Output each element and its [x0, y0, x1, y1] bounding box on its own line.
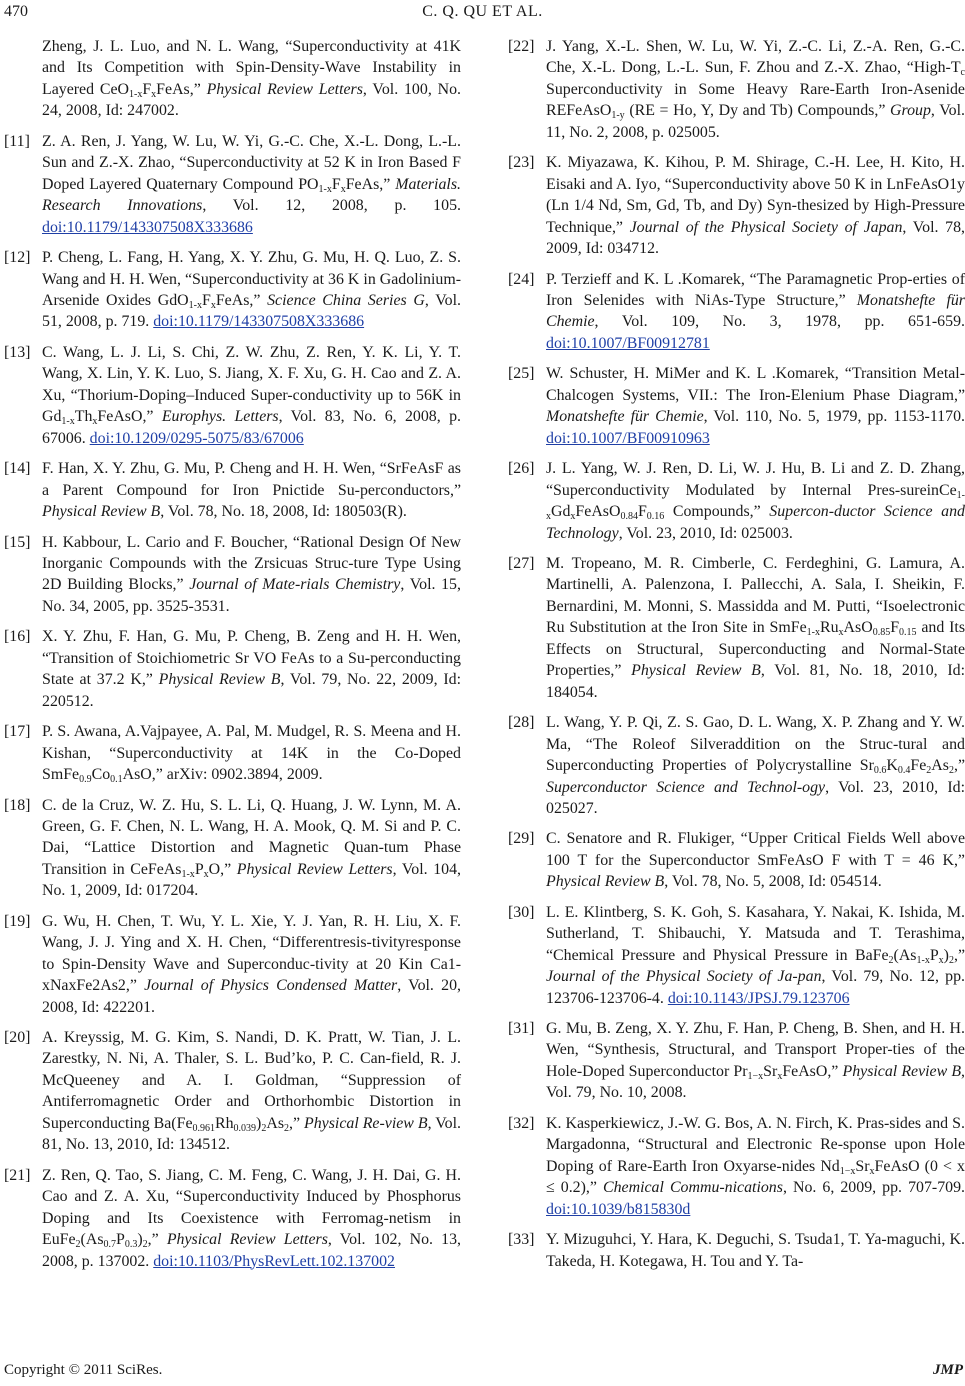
reference-number: [20]	[4, 1029, 31, 1047]
reference-number: [15]	[4, 533, 31, 551]
reference-entry	[508, 36, 965, 143]
reference-number: [24]	[508, 270, 535, 288]
reference-column-left	[4, 36, 461, 1272]
doi-link[interactable]: doi:10.1007/BF00910963	[546, 429, 710, 447]
journal-abbreviation: JMP	[933, 1362, 963, 1378]
reference-entry	[508, 553, 965, 703]
doi-link[interactable]: doi:10.1103/PhysRevLett.102.137002	[153, 1252, 395, 1270]
reference-number: [17]	[4, 723, 31, 741]
reference-number: [29]	[508, 830, 535, 848]
reference-column-right	[508, 36, 965, 1272]
reference-number: [28]	[508, 714, 535, 732]
reference-text: G. Wu, H. Chen, T. Wu, Y. L. Xie, Y. J. Yan, R. H. Liu, X. F. Wang, J. J. Ying and X. H. Chen, “Differentresis-tivityresponse to Spin-Density Wave and Superconduc-tivity at 20 Kin Ca1-xNaxFe2As2,” Journal of Physics Condensed Matter, Vol. 20, 2008, Id: 422201.	[42, 912, 461, 1016]
reference-entry	[4, 247, 461, 333]
doi-link[interactable]: doi:10.1039/b815830d	[546, 1200, 691, 1218]
reference-number: [32]	[508, 1114, 535, 1132]
reference-text: Z. Ren, Q. Tao, S. Jiang, C. M. Feng, C. Wang, J. H. Dai, G. H. Cao and Z. A. Xu, “Superconductivity Induced by Phosphorus Doping and Its Coexistence with Ferromag-netism in $EuFe_2(As_{0.7}P_{0.3})_2$,” Physical Review Letters, Vol. 102, No. 13, 2008, p. 137002. doi:10.1103/PhysRevLett.102.137002	[42, 1166, 461, 1270]
copyright-notice: Copyright © 2011 SciRes.	[4, 1362, 163, 1378]
reference-entry	[4, 458, 461, 522]
reference-number: [14]	[4, 460, 31, 478]
doi-link[interactable]: doi:10.1179/143307508X333686	[153, 313, 365, 331]
doi-link[interactable]: doi:10.1209/0295-5075/83/67006	[89, 429, 304, 447]
reference-text: C. de la Cruz, W. Z. Hu, S. L. Li, Q. Huang, J. W. Lynn, M. A. Green, G. F. Chen, N. L. Wang, H. A. Mook, Q. M. Si and P. C. Dai, “Lattice Distortion and Magnetic Quan-tum Phase Transition in $CeFeAs_{1-x}P_xO$,” Physical Review Letters, Vol. 104, No. 1, 2009, Id: 017204.	[42, 796, 462, 900]
reference-number: [27]	[508, 554, 535, 572]
reference-text: P. Cheng, L. Fang, H. Yang, X. Y. Zhu, G. Mu, H. Q. Luo, Z. S. Wang and H. H. Wen, “Superconductivity at 36 K in Gadolinium-Arsenide Oxides $GdO_{1-x}F_xFeAs$,” Science China Series G, Vol. 51, 2008, p. 719. doi:10.1179/143307508X333686	[42, 249, 461, 331]
reference-entry	[508, 1113, 965, 1220]
reference-entry	[4, 342, 461, 449]
doi-link[interactable]: doi:10.1007/BF00912781	[546, 334, 710, 352]
reference-entry	[508, 269, 965, 355]
doi-link[interactable]: doi:10.1179/143307508X333686	[42, 218, 253, 236]
running-title: C. Q. QU ET AL.	[422, 3, 543, 20]
reference-text: F. Han, X. Y. Zhu, G. Mu, P. Cheng and H. H. Wen, “SrFeAsF as a Parent Compound for Iron Pnictide Su-perconductors,” Physical Review B, Vol. 78, No. 18, 2008, Id: 180503(R).	[42, 460, 461, 521]
page-footer	[0, 1362, 965, 1386]
reference-text: G. Mu, B. Zeng, X. Y. Zhu, F. Han, P. Cheng, B. Shen, and H. H. Wen, “Synthesis, Structural, and Transport Proper-ties of the Hole-Doped Superconductor $Pr_{1-x}Sr_xFeAsO$,” Physical Review B, Vol. 79, No. 10, 2008.	[546, 1020, 965, 1102]
reference-number: [26]	[508, 460, 535, 478]
reference-entry	[4, 36, 461, 122]
reference-text: H. Kabbour, L. Cario and F. Boucher, “Rational Design Of New Inorganic Compounds with the Zrsicuas Struc-ture Type Using 2D Building Blocks,” Journal of Mate-rials Chemistry, Vol. 15, No. 34, 2005, pp. 3525-3531.	[42, 533, 461, 615]
reference-text: L. E. Klintberg, S. K. Goh, S. Kasahara, Y. Nakai, K. Ishida, M. Sutherland, T. Shibauchi, Y. Matsuda and T. Terashima, “Chemical Pressure and Physical Pressure in $BaFe_2(As_{1-x}P_x)_2$,” Journal of the Physical Society of Ja-pan, Vol. 79, No. 12, pp. 123706-123706-4. doi:10.1143/JPSJ.79.123706	[546, 903, 965, 1007]
reference-text: P. Terzieff and K. L .Komarek, “The Paramagnetic Prop-erties of Iron Selenides with NiAs-Type Structure,” Monatshefte für Chemie, Vol. 109, No. 3, 1978, pp. 651-659. doi:10.1007/BF00912781	[546, 270, 965, 352]
reference-text: K. Miyazawa, K. Kihou, P. M. Shirage, C.-H. Lee, H. Kito, H. Eisaki and A. Iyo, “Superconductivity above 50 K in LnFeAsO1y (Ln 1/4 Nd, Sm, Gd, Tb, and Dy) Syn-thesized by High-Pressure Technique,” Journal of the Physical Society of Japan, Vol. 78, 2009, Id: 034712.	[546, 154, 965, 258]
reference-text: C. Senatore and R. Flukiger, “Upper Critical Fields Well above 100 T for the Superconductor SmFeAsO F with T = 46 K,” Physical Review B, Vol. 78, No. 5, 2008, Id: 054514.	[546, 830, 965, 891]
reference-entry	[4, 532, 461, 618]
reference-entry	[4, 795, 461, 902]
reference-number: [25]	[508, 365, 535, 383]
reference-number: [31]	[508, 1020, 535, 1038]
reference-entry	[508, 1229, 965, 1272]
reference-number: [16]	[4, 628, 31, 646]
reference-number: [12]	[4, 249, 31, 267]
reference-text: L. Wang, Y. P. Qi, Z. S. Gao, D. L. Wang, X. P. Zhang and Y. W. Ma, “The Roleof Silveraddition on the Struc-tural and Superconducting Properties of Polycrystalline $Sr_{0.6}K_{0.4}Fe_2As_2$,” Superconductor Science and Technol-ogy, Vol. 23, 2010, Id: 025027.	[546, 714, 965, 817]
reference-entry	[508, 152, 965, 259]
reference-text: Y. Mizuguhci, Y. Hara, K. Deguchi, S. Tsuda1, T. Ya-maguchi, K. Takeda, H. Kotegawa, H. Tou and Y. Ta-	[546, 1231, 965, 1270]
reference-entry	[4, 131, 461, 238]
reference-number: [30]	[508, 903, 535, 921]
reference-entry	[4, 721, 461, 785]
reference-text: M. Tropeano, M. R. Cimberle, C. Ferdeghini, G. Lamura, A. Martinelli, A. Palenzona, I. Pallecchi, A. Sala, I. Sheikin, F. Bernardini, M. Monni, S. Massidda and M. Putti, “Isoelectronic Ru Substitution at the Iron Site in $SmFe_{1-x}Ru_xAsO_{0.85}F_{0.15}$ and Its Effects on Structural, Superconducting and Normal-State Properties,” Physical Review B, Vol. 81, No. 18, 2010, Id: 184054.	[546, 554, 965, 701]
reference-text: X. Y. Zhu, F. Han, G. Mu, P. Cheng, B. Zeng and H. H. Wen, “Transition of Stoichiometric Sr VO FeAs to a Su-perconducting State at 37.2 K,” Physical Review B, Vol. 79, No. 22, 2009, Id: 220512.	[42, 628, 462, 710]
reference-entry	[508, 828, 965, 892]
reference-text: Z. A. Ren, J. Yang, W. Lu, W. Yi, G.-C. Che, X.-L. Dong, L.-L. Sun and Z.-X. Zhao, “Superconductivity at 52 K in Iron Based F Doped Layered Quaternary Compound $PO_{1-x}F_xFeAs$,” Materials. Research Innovations, Vol. 12, 2008, p. 105. doi:10.1179/143307508X333686	[42, 132, 461, 236]
reference-entry	[4, 1165, 461, 1272]
reference-entry	[4, 1027, 461, 1156]
page-header	[0, 0, 965, 30]
reference-number: [23]	[508, 154, 535, 172]
reference-entry	[4, 626, 461, 712]
doi-link[interactable]: doi:10.1143/JPSJ.79.123706	[667, 989, 850, 1007]
reference-number: [18]	[4, 796, 31, 814]
reference-text: P. S. Awana, A.Vajpayee, A. Pal, M. Mudgel, R. S. Meena and H. Kishan, “Superconductivity at 14K in the Co-Doped $SmFe_{0.9}Co_{0.1}AsO$,” arXiv: 0902.3894, 2009.	[42, 723, 461, 786]
reference-number: [19]	[4, 912, 31, 930]
reference-entry	[508, 458, 965, 544]
reference-number: [22]	[508, 38, 535, 55]
reference-text: Zheng, J. L. Luo, and N. L. Wang, “Superconductivity at 41K and Its Competition with Spin-Density-Wave Instability in Layered $CeO_{1-x}F_xFeAs$,” Physical Review Letters, Vol. 100, No. 24, 2008, Id: 247002.	[42, 38, 461, 120]
reference-text: J. Yang, X.-L. Shen, W. Lu, W. Yi, Z.-C. Li, Z.-A. Ren, G.-C. Che, X.-L. Dong, L.-L. Sun, F. Zhou and Z.-X. Zhao, “$High-T_c$ Superconductivity in Some Heavy Rare-Earth Iron-Asenide REFeAsO$_{1-y}$ (RE = Ho, Y, Dy and Tb) Compounds,” Group, Vol. 11, No. 2, 2008, p. 025005.	[546, 38, 965, 141]
reference-text: A. Kreyssig, M. G. Kim, S. Nandi, D. K. Pratt, W. Tian, J. L. Zarestky, N. Ni, A. Thaler, S. L. Bud’ko, P. C. Can-field, R. J. McQueeney and A. I. Goldman, “Suppression of Antiferromagnetic Order and Orthorhombic Distortion in Superconducting $Ba(Fe_{0.961}Rh_{0.039})_2As_2$,” Physical Re-view B, Vol. 81, No. 13, 2010, Id: 134512.	[42, 1029, 461, 1154]
reference-entry	[508, 902, 965, 1009]
reference-entry	[508, 363, 965, 449]
reference-number: [33]	[508, 1231, 535, 1249]
reference-entry	[508, 712, 965, 819]
reference-text: J. L. Yang, W. J. Ren, D. Li, W. J. Hu, B. Li and Z. D. Zhang, “Superconductivity Modulated by Internal Pres-$sureinCe_{1-x}Gd_xFeAsO_{0.84}F_{0.16}$ Compounds,” Supercon-ductor Science and Technology, Vol. 23, 2010, Id: 025003.	[546, 460, 965, 542]
reference-number: [11]	[4, 132, 30, 150]
reference-entry	[4, 911, 461, 1018]
reference-text: K. Kasperkiewicz, J.-W. G. Bos, A. N. Firch, K. Pras-sides and S. Margadonna, “Structural and Electronic Re-sponse upon Hole Doping of Rare-Earth Iron Oxyarse-nides $Nd_{1-x}Sr_xFeAsO$ (0 < x ≤ 0.2),” Chemical Commu-nications, No. 6, 2009, pp. 707-709. doi:10.1039/b815830d	[546, 1114, 965, 1218]
reference-number: [13]	[4, 343, 31, 361]
reference-number: [21]	[4, 1166, 31, 1184]
reference-text: W. Schuster, H. MiMer and K. L .Komarek, “Transition Metal-Chalcogen Systems, VII.: The Iron-Elenium Phase Diagram,” Monatshefte für Chemie, Vol. 110, No. 5, 1979, pp. 1153-1170. doi:10.1007/BF00910963	[546, 365, 965, 447]
reference-text: C. Wang, L. J. Li, S. Chi, Z. W. Zhu, Z. Ren, Y. K. Li, Y. T. Wang, X. Lin, Y. K. Luo, S. Jiang, X. F. Xu, G. H. Cao and Z. A. Xu, “Thorium-Doping–Induced Super-conductivity up to 56K in $Gd_{1-x}Th_xFeAsO$,” Europhys. Letters, Vol. 83, No. 6, 2008, p. 67006. doi:10.1209/0295-5075/83/67006	[42, 343, 461, 447]
reference-entry	[508, 1018, 965, 1104]
page-number: 470	[4, 3, 28, 20]
